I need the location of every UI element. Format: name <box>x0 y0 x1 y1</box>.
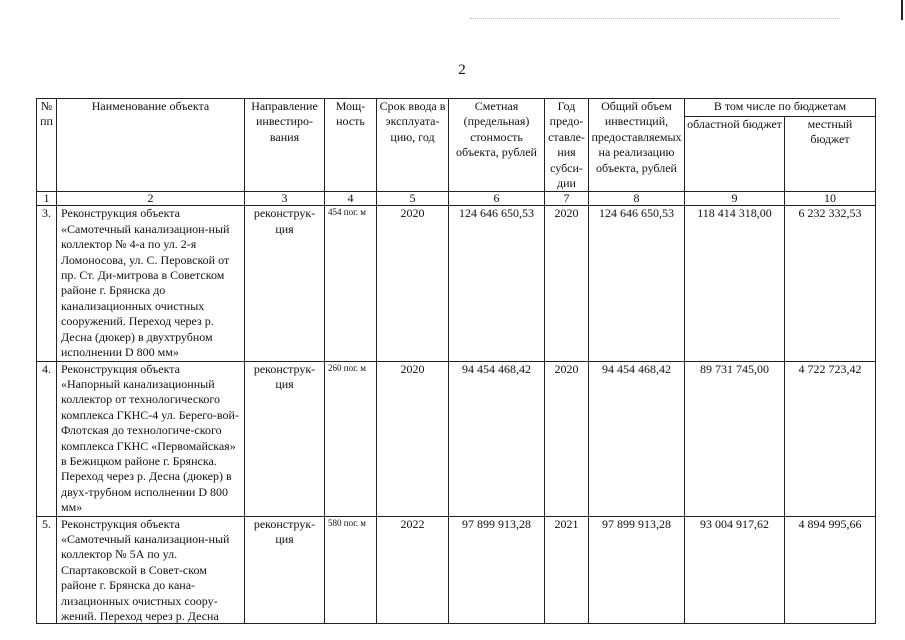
object-name-text: Реконструкция объекта «Самотечный канализацион-ный коллектор № 5А по ул. Спартаковской в Совет-ском районе г. Брянска до кана-лизационных очистных соору-жений. Переход через р. Десна <box>61 516 230 623</box>
column-number-row <box>37 192 876 206</box>
scan-edge-mark <box>901 0 903 20</box>
year-cell: 2020 <box>545 361 589 516</box>
row-num: 4. <box>37 361 57 516</box>
column-number: 1 <box>37 192 57 206</box>
term-cell: 2020 <box>377 206 449 361</box>
cost-cell: 94 454 468,42 <box>449 361 545 516</box>
scan-artifact <box>470 18 840 21</box>
power-cell: 260 пог. м <box>325 361 377 516</box>
header-name: Наименование объекта <box>57 99 245 192</box>
header-total: Общий объем инвестиций, предоставляемых на реализацию объекта, рублей <box>589 99 685 192</box>
term-cell: 2020 <box>377 361 449 516</box>
object-name: Реконструкция объекта «Напорный канализационный коллектор от технологического комплекса ГКНС-4 ул. Берего-вой-Флотская до технологиче-ского комплекса ГКНС «Первомайская» в Бежицком районе г. Брянска. Переход через р. Десна (дюкер) в двух-трубном исполнении D 800 мм» <box>57 361 245 516</box>
total-cell: 97 899 913,28 <box>589 516 685 623</box>
column-number: 10 <box>785 192 876 206</box>
table-row <box>37 516 876 623</box>
regional-cell: 118 414 318,00 <box>685 206 785 361</box>
regional-cell: 89 731 745,00 <box>685 361 785 516</box>
column-number: 7 <box>545 192 589 206</box>
header-cost: Сметная (предельная) стонмость объекта, рублей <box>449 99 545 192</box>
page-number: 2 <box>458 62 466 78</box>
column-number: 2 <box>57 192 245 206</box>
column-number: 5 <box>377 192 449 206</box>
header-row <box>37 99 876 117</box>
total-cell: 94 454 468,42 <box>589 361 685 516</box>
year-cell: 2020 <box>545 206 589 361</box>
column-number: 3 <box>245 192 325 206</box>
regional-cell: 93 004 917,62 <box>685 516 785 623</box>
power-cell: 454 пог. м <box>325 206 377 361</box>
table-row <box>37 361 876 516</box>
direction-cell: реконструк-ция <box>245 206 325 361</box>
header-num: № пп <box>37 99 57 192</box>
object-name <box>57 516 245 623</box>
column-number: 6 <box>449 192 545 206</box>
header-term: Срок ввода в эксплуата-цию, год <box>377 99 449 192</box>
local-cell: 6 232 332,53 <box>785 206 876 361</box>
object-name: Реконструкция объекта «Самотечный канализацион-ный коллектор № 4-а по ул. 2-я Ломоносова, ул. С. Перовской от пр. Ст. Ди-митрова в Советском районе г. Брянска до канализационных очистных сооружений. Переход через р. Десна (дюкер) в двухтрубном исполнении D 800 мм» <box>57 206 245 361</box>
table-row <box>37 206 876 361</box>
header-direction: Направление инвестиро-вания <box>245 99 325 192</box>
cost-cell: 97 899 913,28 <box>449 516 545 623</box>
local-cell: 4 894 995,66 <box>785 516 876 623</box>
investment-table <box>36 98 876 624</box>
local-cell: 4 722 723,42 <box>785 361 876 516</box>
cost-cell: 124 646 650,53 <box>449 206 545 361</box>
header-local: местный бюджет <box>785 116 876 192</box>
direction-cell: реконструк-ция <box>245 516 325 623</box>
column-number: 4 <box>325 192 377 206</box>
header-year: Год предо-ставле-ния субси-дии <box>545 99 589 192</box>
direction-cell: реконструк-ция <box>245 361 325 516</box>
year-cell: 2021 <box>545 516 589 623</box>
column-number: 8 <box>589 192 685 206</box>
total-cell: 124 646 650,53 <box>589 206 685 361</box>
row-num: 3. <box>37 206 57 361</box>
row-num: 5. <box>37 516 57 623</box>
header-budgets: В том числе по бюджетам <box>685 99 876 117</box>
term-cell: 2022 <box>377 516 449 623</box>
power-cell: 580 пог. м <box>325 516 377 623</box>
header-power: Мощ-ность <box>325 99 377 192</box>
column-number: 9 <box>685 192 785 206</box>
header-regional: областной бюджет <box>685 116 785 192</box>
